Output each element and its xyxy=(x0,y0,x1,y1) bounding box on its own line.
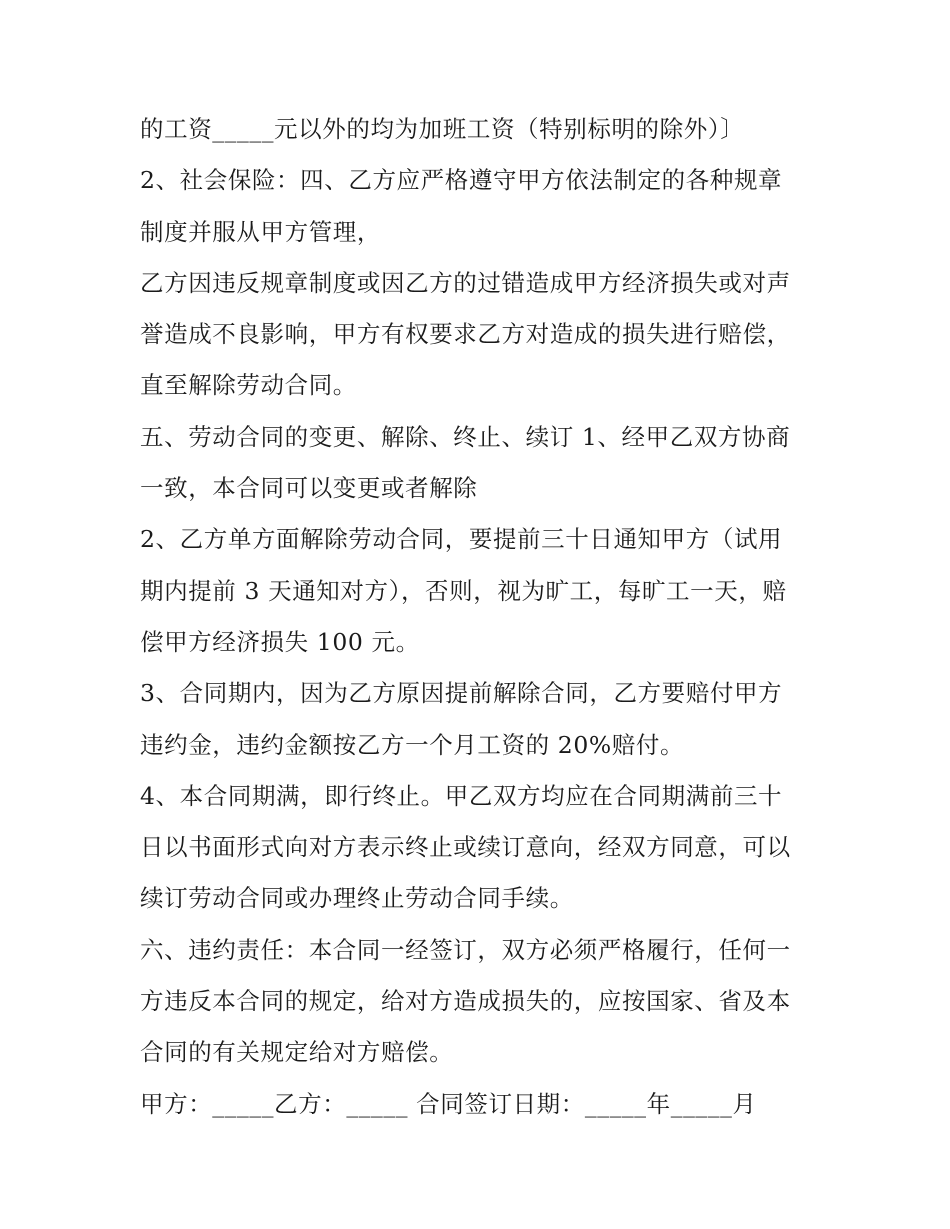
text-line: 2、社会保险：四、乙方应严格遵守甲方依法制定的各种规章 xyxy=(140,166,783,195)
text-line: 3、合同期内，因为乙方原因提前解除合同，乙方要赔付甲方 xyxy=(140,679,783,708)
text-line: 续订劳动合同或办理终止劳动合同手续。 xyxy=(140,884,574,913)
text-line: 的工资_____元以外的均为加班工资（特别标明的除外）〕 xyxy=(140,115,745,143)
text-line: 期内提前 3 天通知对方），否则，视为旷工，每旷工一天，赔 xyxy=(140,576,787,605)
signature-line: 甲方：_____乙方：_____ 合同签订日期：_____年_____月 xyxy=(140,1089,757,1118)
text-line: 制度并服从甲方管理， xyxy=(140,217,381,246)
text-line: 六、违约责任：本合同一经签订，双方必须严格履行，任何一 xyxy=(140,935,791,964)
text-line: 五、劳动合同的变更、解除、终止、续订 1、经甲乙双方协商 xyxy=(140,422,791,451)
text-line: 4、本合同期满，即行终止。甲乙双方均应在合同期满前三十 xyxy=(140,781,783,810)
text-line: 违约金，违约金额按乙方一个月工资的 20%赔付。 xyxy=(140,730,685,759)
text-line: 直至解除劳动合同。 xyxy=(140,371,357,400)
text-line: 2、乙方单方面解除劳动合同，要提前三十日通知甲方（试用 xyxy=(140,525,783,554)
text-line: 誉造成不良影响，甲方有权要求乙方对造成的损失进行赔偿， xyxy=(140,320,791,349)
text-line: 方违反本合同的规定，给对方造成损失的，应按国家、省及本 xyxy=(140,987,791,1016)
text-line: 日以书面形式向对方表示终止或续订意向，经双方同意，可以 xyxy=(140,833,791,862)
text-line: 合同的有关规定给对方赔偿。 xyxy=(140,1038,454,1067)
text-line: 偿甲方经济损失 100 元。 xyxy=(140,627,420,656)
text-line: 乙方因违反规章制度或因乙方的过错造成甲方经济损失或对声 xyxy=(140,268,791,297)
document-body xyxy=(140,104,820,1130)
text-line: 一致，本合同可以变更或者解除 xyxy=(140,474,478,503)
